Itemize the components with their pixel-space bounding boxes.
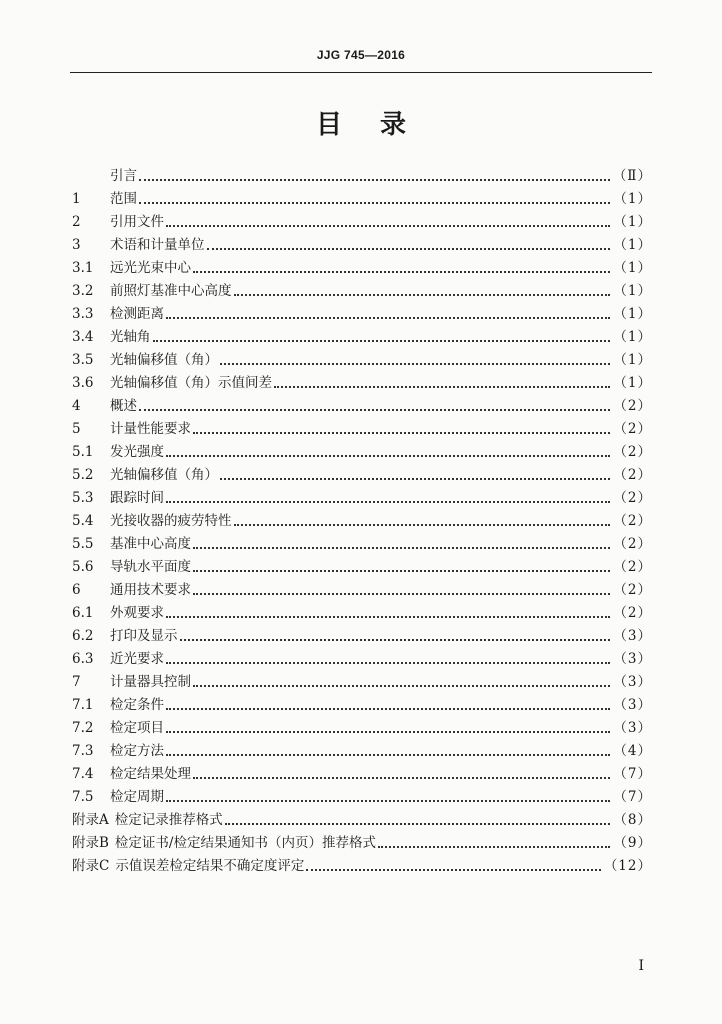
toc-entry-page: （1） — [613, 283, 652, 299]
page-folio: I — [638, 958, 644, 974]
toc-entry-page: （2） — [613, 536, 652, 552]
toc-entry-number: 5.3 — [72, 490, 94, 506]
toc-entry-page: （3） — [613, 697, 652, 713]
toc-entry-title: 光轴偏移值（角） — [110, 352, 218, 368]
standard-code-header: JJG 745—2016 — [316, 48, 406, 62]
toc-entry-number: 7 — [72, 674, 81, 690]
toc-entry[interactable] — [72, 829, 652, 852]
toc-entry-page: （2） — [613, 582, 652, 598]
toc-entry[interactable] — [72, 346, 652, 369]
toc-entry-title: 导轨水平面度 — [110, 559, 191, 575]
dot-leader — [166, 317, 610, 319]
toc-entry[interactable] — [72, 162, 652, 185]
toc-entry[interactable] — [72, 852, 652, 875]
toc-entry-page: （1） — [613, 352, 652, 368]
toc-entry-page: （3） — [613, 628, 652, 644]
toc-entry-number: 3.4 — [72, 329, 94, 345]
toc-entry-title: 前照灯基准中心高度 — [110, 283, 232, 299]
dot-leader — [166, 455, 610, 457]
toc-entry-page: （2） — [613, 398, 652, 414]
toc-entry[interactable] — [72, 645, 652, 668]
toc-entry-title: 检定记录推荐格式 — [114, 812, 223, 828]
toc-entry-page: （1） — [613, 191, 652, 207]
toc-entry-number: 5.5 — [72, 536, 94, 552]
toc-entry-page: （2） — [613, 559, 652, 575]
dot-leader — [220, 478, 610, 480]
toc-entry-page: （1） — [613, 306, 652, 322]
toc-entry[interactable] — [72, 323, 652, 346]
toc-entry[interactable] — [72, 369, 652, 392]
dot-leader — [306, 869, 600, 871]
toc-entry-number: 6.1 — [72, 605, 94, 621]
toc-entry[interactable] — [72, 484, 652, 507]
toc-entry-number: 3.1 — [72, 260, 94, 276]
toc-entry-page: （2） — [613, 605, 652, 621]
toc-entry-number: 附录B — [72, 835, 109, 851]
toc-entry[interactable] — [72, 760, 652, 783]
dot-leader — [220, 363, 610, 365]
toc-entry-number: 2 — [72, 214, 81, 230]
toc-entry-title: 示值误差检定结果不确定度评定 — [115, 858, 305, 874]
toc-entry-title: 跟踪时间 — [110, 490, 164, 506]
dot-leader — [234, 524, 611, 526]
dot-leader — [193, 593, 610, 595]
toc-entry-page: （1） — [613, 214, 652, 230]
dot-leader — [193, 570, 610, 572]
toc-entry-page: （3） — [613, 674, 652, 690]
toc-entry-title: 计量器具控制 — [110, 674, 191, 690]
toc-entry-number: 7.3 — [72, 743, 94, 759]
toc-entry-number: 3.3 — [72, 306, 94, 322]
toc-entry-page: （9） — [613, 835, 652, 851]
toc-entry[interactable] — [72, 461, 652, 484]
toc-entry-title: 检定条件 — [110, 697, 164, 713]
toc-entry[interactable] — [72, 415, 652, 438]
toc-entry-title: 检定证书/检定结果通知书（内页）推荐格式 — [114, 835, 376, 851]
toc-entry-page: （7） — [613, 789, 652, 805]
toc-entry-title: 通用技术要求 — [110, 582, 191, 598]
dot-leader — [166, 731, 610, 733]
toc-entry-title: 引用文件 — [110, 214, 164, 230]
toc-entry-title: 计量性能要求 — [110, 421, 191, 437]
toc-entry-number: 7.5 — [72, 789, 94, 805]
dot-leader — [193, 432, 610, 434]
toc-entry-page: （1） — [613, 237, 652, 253]
toc-entry-number: 7.1 — [72, 697, 94, 713]
dot-leader — [166, 708, 610, 710]
dot-leader — [274, 386, 610, 388]
toc-entry-page: （3） — [613, 720, 652, 736]
toc-entry-number: 5 — [72, 421, 81, 437]
dot-leader — [139, 409, 610, 411]
toc-entry[interactable] — [72, 277, 652, 300]
toc-entry-page: （2） — [613, 513, 652, 529]
dot-leader — [193, 271, 610, 273]
toc-entry[interactable] — [72, 231, 652, 254]
toc-entry-title: 引言 — [110, 168, 137, 184]
dot-leader — [139, 202, 610, 204]
toc-entry[interactable] — [72, 392, 652, 415]
toc-entry-page: （2） — [613, 490, 652, 506]
toc-entry-page: （2） — [613, 467, 652, 483]
toc-entry-number: 3.2 — [72, 283, 94, 299]
toc-entry-number: 3 — [72, 237, 81, 253]
dot-leader — [378, 846, 610, 848]
toc-entry-number: 5.4 — [72, 513, 94, 529]
toc-entry-title: 光轴角 — [110, 329, 151, 345]
toc-entry[interactable] — [72, 185, 652, 208]
toc-entry[interactable] — [72, 714, 652, 737]
dot-leader — [225, 823, 611, 825]
toc-entry-title: 光接收器的疲劳特性 — [110, 513, 232, 529]
toc-entry[interactable] — [72, 783, 652, 806]
dot-leader — [166, 616, 610, 618]
toc-entry-page: （1） — [613, 329, 652, 345]
toc-entry-title: 概述 — [110, 398, 137, 414]
toc-entry[interactable] — [72, 737, 652, 760]
toc-entry-number: 6 — [72, 582, 81, 598]
toc-entry-title: 光轴偏移值（角）示值间差 — [110, 375, 272, 391]
toc-entry-title: 检测距离 — [110, 306, 164, 322]
dot-leader — [166, 225, 610, 227]
toc-entry[interactable] — [72, 691, 652, 714]
toc-entry-title: 检定周期 — [110, 789, 164, 805]
dot-leader — [166, 662, 610, 664]
toc-entry-title: 检定项目 — [110, 720, 164, 736]
toc-entry-page: （8） — [613, 812, 652, 828]
toc-entry-page: （1） — [613, 375, 652, 391]
toc-entry-number: 4 — [72, 398, 81, 414]
toc-entry[interactable] — [72, 553, 652, 576]
toc-entry-title: 基准中心高度 — [110, 536, 191, 552]
toc-entry-page: （2） — [613, 421, 652, 437]
toc-entry-page: （4） — [613, 743, 652, 759]
toc-entry-title: 发光强度 — [110, 444, 164, 460]
toc-entry-page: （Ⅱ） — [612, 168, 652, 184]
dot-leader — [139, 179, 610, 181]
toc-entry-number: 7.4 — [72, 766, 94, 782]
toc-entry[interactable] — [72, 300, 652, 323]
toc-entry[interactable] — [72, 530, 652, 553]
toc-entry-number: 附录A — [72, 812, 109, 828]
toc-entry-number: 1 — [72, 191, 81, 207]
header-rule — [70, 72, 652, 73]
toc-entry-page: （12） — [603, 858, 652, 874]
toc-entry-title: 远光光束中心 — [110, 260, 191, 276]
dot-leader — [166, 800, 610, 802]
toc-entry-page: （2） — [613, 444, 652, 460]
toc-entry[interactable] — [72, 438, 652, 461]
toc-entry-title: 光轴偏移值（角） — [110, 467, 218, 483]
dot-leader — [166, 754, 610, 756]
toc-entry-title: 范围 — [110, 191, 137, 207]
toc-entry[interactable] — [72, 668, 652, 691]
dot-leader — [166, 501, 610, 503]
toc-entry[interactable] — [72, 806, 652, 829]
toc-entry-title: 打印及显示 — [110, 628, 178, 644]
toc-entry[interactable] — [72, 208, 652, 231]
toc-entry-number: 5.6 — [72, 559, 94, 575]
toc-entry-title: 检定方法 — [110, 743, 164, 759]
toc-entry-number: 3.5 — [72, 352, 94, 368]
toc-entry[interactable] — [72, 507, 652, 530]
toc-entry-number: 附录C — [72, 858, 110, 874]
toc-entry-number: 6.2 — [72, 628, 94, 644]
page-title: 目录 — [315, 110, 444, 140]
dot-leader — [234, 294, 611, 296]
dot-leader — [180, 639, 611, 641]
dot-leader — [193, 685, 610, 687]
toc-entry-number: 6.3 — [72, 651, 94, 667]
toc-entry[interactable] — [72, 622, 652, 645]
toc-entry-title: 术语和计量单位 — [110, 237, 205, 253]
toc-entry-title: 外观要求 — [110, 605, 164, 621]
toc-entry[interactable] — [72, 576, 652, 599]
toc-entry[interactable] — [72, 254, 652, 277]
dot-leader — [193, 777, 610, 779]
toc-entry-number: 5.2 — [72, 467, 94, 483]
toc-entry-number: 7.2 — [72, 720, 94, 736]
dot-leader — [207, 248, 611, 250]
toc-entry-number: 5.1 — [72, 444, 94, 460]
toc-entry-title: 近光要求 — [110, 651, 164, 667]
toc-entry[interactable] — [72, 599, 652, 622]
table-of-contents — [72, 162, 652, 875]
dot-leader — [193, 547, 610, 549]
dot-leader — [153, 340, 611, 342]
toc-entry-page: （3） — [613, 651, 652, 667]
toc-entry-number: 3.6 — [72, 375, 94, 391]
toc-entry-title: 检定结果处理 — [110, 766, 191, 782]
toc-entry-page: （7） — [613, 766, 652, 782]
toc-entry-page: （1） — [613, 260, 652, 276]
